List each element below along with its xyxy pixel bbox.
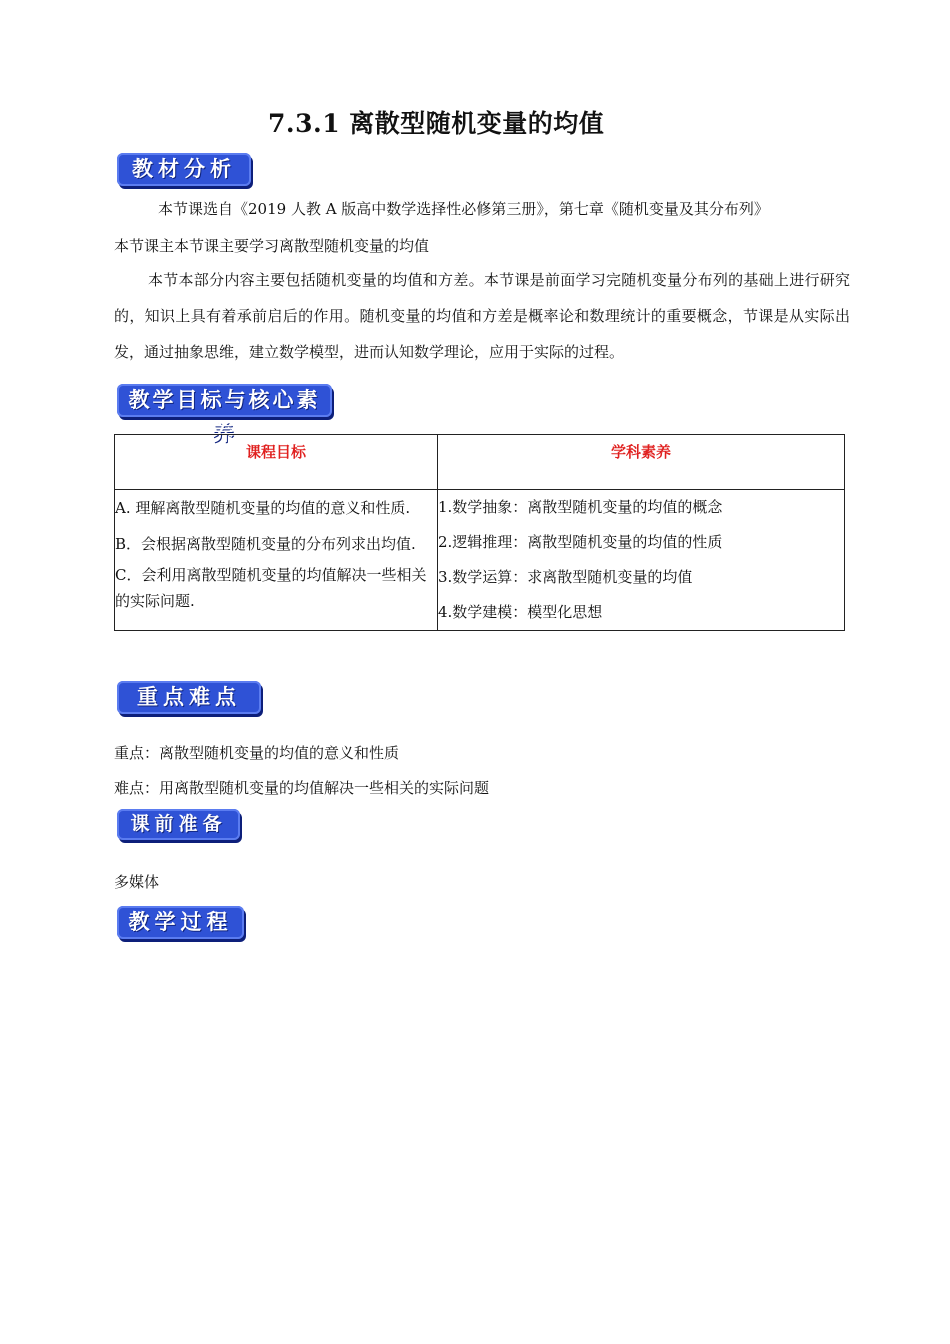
section-badge-keypoints: 重点难点 (117, 681, 261, 714)
section-badge-prep: 课前准备 (117, 809, 240, 840)
key-point: 重点：离散型随机变量的均值的意义和性质 (114, 744, 400, 762)
goal-item: C．会利用离散型随机变量的均值解决一些相关的实际问题. (115, 566, 427, 610)
page-title: 7.3.1 离散型随机变量的均值 (268, 109, 605, 138)
prep-text: 多媒体 (114, 873, 160, 891)
header-literacy: 学科素养 (438, 435, 845, 490)
literacy-item: 1.数学抽象：离散型随机变量的均值的概念 (438, 498, 723, 516)
analysis-line-2: 本节课主本节课主要学习离散型随机变量的均值 (114, 237, 430, 255)
header-course-goals: 课程目标 (115, 435, 438, 490)
section-badge-process: 教学过程 (117, 906, 244, 939)
literacy-item: 3.数学运算：求离散型随机变量的均值 (438, 568, 693, 586)
section-badge-goals: 教学目标与核心素养 (117, 384, 332, 417)
literacy-item: 4.数学建模：模型化思想 (438, 603, 603, 621)
analysis-paragraph: 本节本部分内容主要包括随机变量的均值和方差。本节课是前面学习完随机变量分布列的基础上进行研究的，知识上具有着承前启后的作用。随机变量的均值和方差是概率论和数理统计的重要概念，节课是从实际出发，通过抽象思维，建立数学模型，进而认知数学理论，应用于实际的过程。 (114, 271, 850, 361)
goals-table (114, 434, 845, 631)
difficult-point: 难点：用离散型随机变量的均值解决一些相关的实际问题 (114, 779, 490, 797)
goals-cell (115, 490, 438, 631)
literacy-cell (438, 490, 845, 631)
table-header-row (115, 435, 845, 490)
section-badge-analysis: 教材分析 (117, 153, 251, 186)
goal-item: B．会根据离散型随机变量的分布列求出均值. (115, 535, 416, 553)
goal-item: A. 理解离散型随机变量的均值的意义和性质. (115, 499, 411, 517)
analysis-line-1: 本节课选自《2019 人教 A 版高中数学选择性必修第三册》，第七章《随机变量及其分布列》 (158, 200, 769, 218)
literacy-item: 2.逻辑推理：离散型随机变量的均值的性质 (438, 533, 723, 551)
table-row (115, 490, 845, 631)
